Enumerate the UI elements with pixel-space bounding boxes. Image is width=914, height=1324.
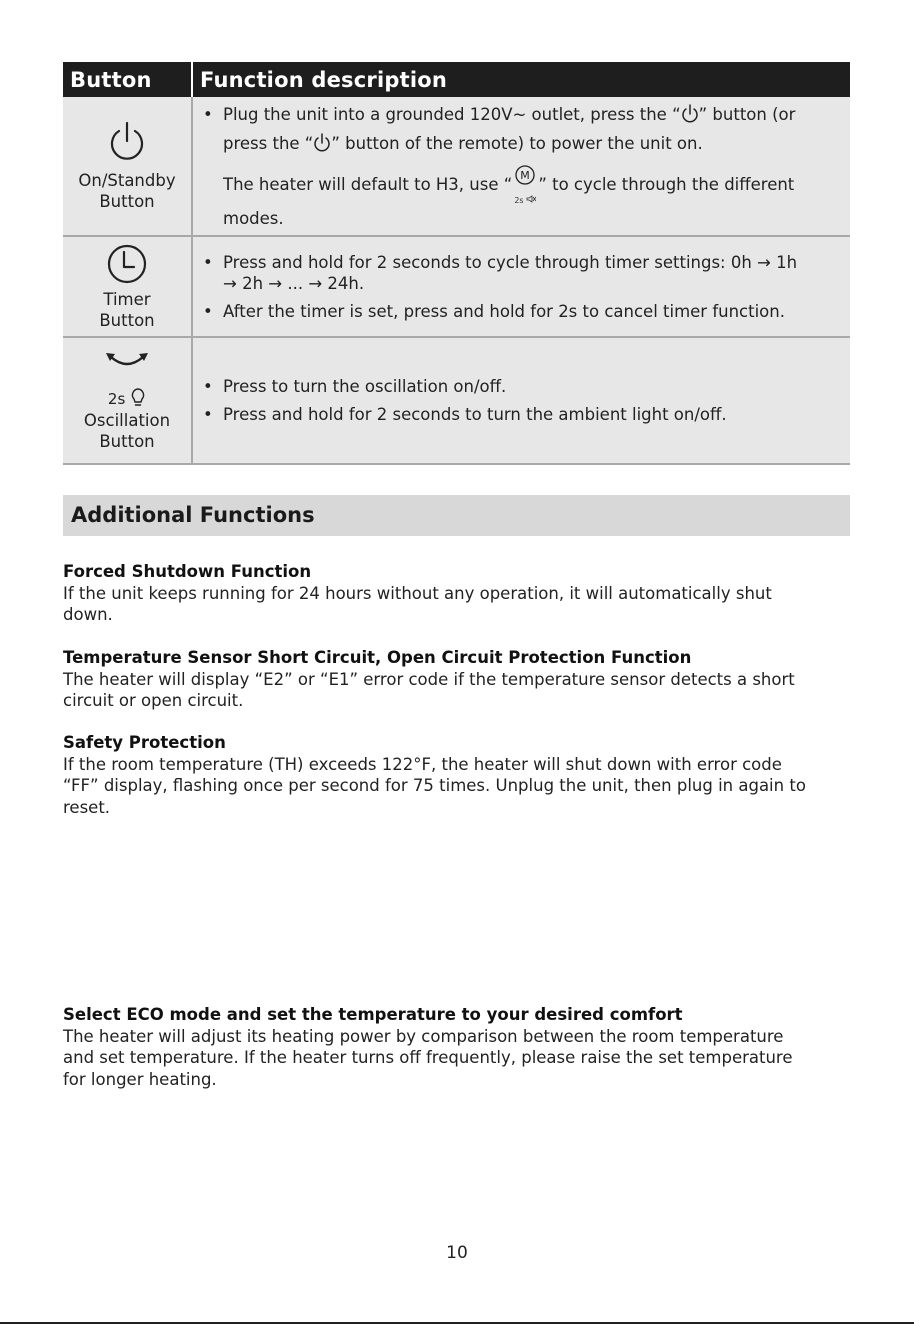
- power-icon: [313, 133, 331, 153]
- section-header-additional-functions: [63, 495, 850, 536]
- bullet-dot: •: [203, 301, 213, 321]
- block-heading: Safety Protection: [63, 733, 226, 752]
- text-span: Plug the unit into a grounded 120V~ outlet, press the “: [223, 105, 681, 124]
- mode-hold-label: 2s: [514, 196, 524, 205]
- function-table-container: [63, 62, 850, 465]
- block-line: The heater will display “E2” or “E1” error code if the temperature sensor detects a short: [63, 669, 795, 689]
- timer-bullets: [203, 252, 840, 322]
- list-item: [203, 404, 840, 425]
- list-item: [203, 376, 840, 397]
- timer-bullet1-line2: → 2h → ... → 24h.: [223, 273, 365, 293]
- button-cell-on-standby: [63, 97, 192, 236]
- table-row-oscillation: [63, 337, 850, 464]
- function-cell-oscillation: [192, 337, 850, 464]
- oscillation-label-line2: Button: [99, 432, 155, 451]
- block-line: and set temperature. If the heater turns off frequently, please raise the set temperature: [63, 1048, 793, 1067]
- header-button: Button: [63, 62, 192, 97]
- bullet-dot: •: [203, 252, 213, 272]
- text-span: ” to cycle through the different: [538, 175, 795, 194]
- header-function-description: Function description: [192, 62, 850, 97]
- text-span: After the timer is set, press and hold for 2s to cancel timer function.: [223, 301, 785, 321]
- oscillation-label-line1: Oscillation: [83, 411, 171, 430]
- on-standby-bullets: [203, 100, 840, 129]
- on-standby-label: [65, 170, 189, 212]
- table-row-timer: [63, 236, 850, 337]
- timer-label: [65, 289, 189, 331]
- function-cell-on-standby: [192, 97, 850, 236]
- bullet-dot: •: [203, 405, 213, 424]
- power-icon: [681, 104, 699, 124]
- mode-icon: [512, 169, 538, 205]
- text-span: ” button (or: [698, 105, 796, 124]
- block-line: If the unit keeps running for 24 hours without any operation, it will automatically shut: [63, 583, 772, 603]
- block-forced-shutdown: [63, 561, 863, 626]
- mute-speaker-icon: [526, 195, 536, 203]
- light-hold-label: 2s: [107, 390, 126, 408]
- timer-bullet1-line1: Press and hold for 2 seconds to cycle through timer settings: 0h → 1h: [223, 252, 798, 272]
- block-line: “FF” display, flashing once per second for 75 times. Unplug the unit, then plug in again to: [63, 776, 806, 795]
- table-header-row: [63, 62, 850, 97]
- on-standby-line4: modes.: [223, 209, 284, 228]
- oscillation-bullets: [203, 376, 840, 425]
- list-item: [203, 100, 840, 129]
- button-cell-oscillation: [63, 337, 192, 464]
- block-line: circuit or open circuit.: [63, 691, 244, 710]
- oscillation-arrows-icon: [102, 349, 152, 371]
- bullet-dot: •: [203, 377, 213, 396]
- block-line: down.: [63, 605, 113, 624]
- section-title: Additional Functions: [71, 503, 315, 527]
- button-function-table: [63, 62, 850, 465]
- text-span: press the “: [223, 134, 314, 153]
- timer-label-line1: Timer: [103, 289, 151, 309]
- text-span: Press to turn the oscillation on/off.: [223, 377, 507, 396]
- svg-text:M: M: [520, 169, 531, 182]
- block-line: The heater will adjust its heating power by comparison between the room temperature: [63, 1026, 784, 1046]
- oscillation-label: [65, 387, 189, 452]
- bullet-dot: •: [203, 105, 213, 124]
- block-sensor-protection: [63, 647, 863, 712]
- list-item: [203, 301, 840, 322]
- block-heading: Forced Shutdown Function: [63, 562, 312, 581]
- text-span: Press and hold for 2 seconds to turn the ambient light on/off.: [223, 405, 727, 424]
- on-standby-line3: [203, 169, 840, 205]
- on-standby-label-line1: On/Standby: [78, 171, 176, 190]
- text-span: ” button of the remote) to power the unit on.: [331, 134, 703, 153]
- block-eco-mode: [63, 1004, 863, 1090]
- button-cell-timer: [63, 236, 192, 337]
- block-line: If the room temperature (TH) exceeds 122°F, the heater will shut down with error code: [63, 754, 782, 774]
- block-heading: Select ECO mode and set the temperature to your desired comfort: [63, 1005, 683, 1024]
- text-span: The heater will default to H3, use “: [223, 175, 513, 194]
- block-line: reset.: [63, 797, 111, 817]
- on-standby-label-line2: Button: [99, 192, 155, 211]
- power-icon: [105, 120, 149, 164]
- on-standby-line2: [203, 129, 840, 158]
- block-line: for longer heating.: [63, 1069, 217, 1089]
- light-hold-row: [65, 387, 189, 410]
- page-number: 10: [446, 1243, 468, 1263]
- list-item: [203, 252, 840, 294]
- light-bulb-icon: [130, 387, 146, 407]
- timer-label-line2: Button: [99, 310, 155, 330]
- function-cell-timer: [192, 236, 850, 337]
- block-heading: Temperature Sensor Short Circuit, Open Circuit Protection Function: [63, 648, 692, 667]
- clock-icon: [106, 243, 148, 285]
- block-safety-protection: [63, 732, 863, 818]
- table-row-on-standby: [63, 97, 850, 236]
